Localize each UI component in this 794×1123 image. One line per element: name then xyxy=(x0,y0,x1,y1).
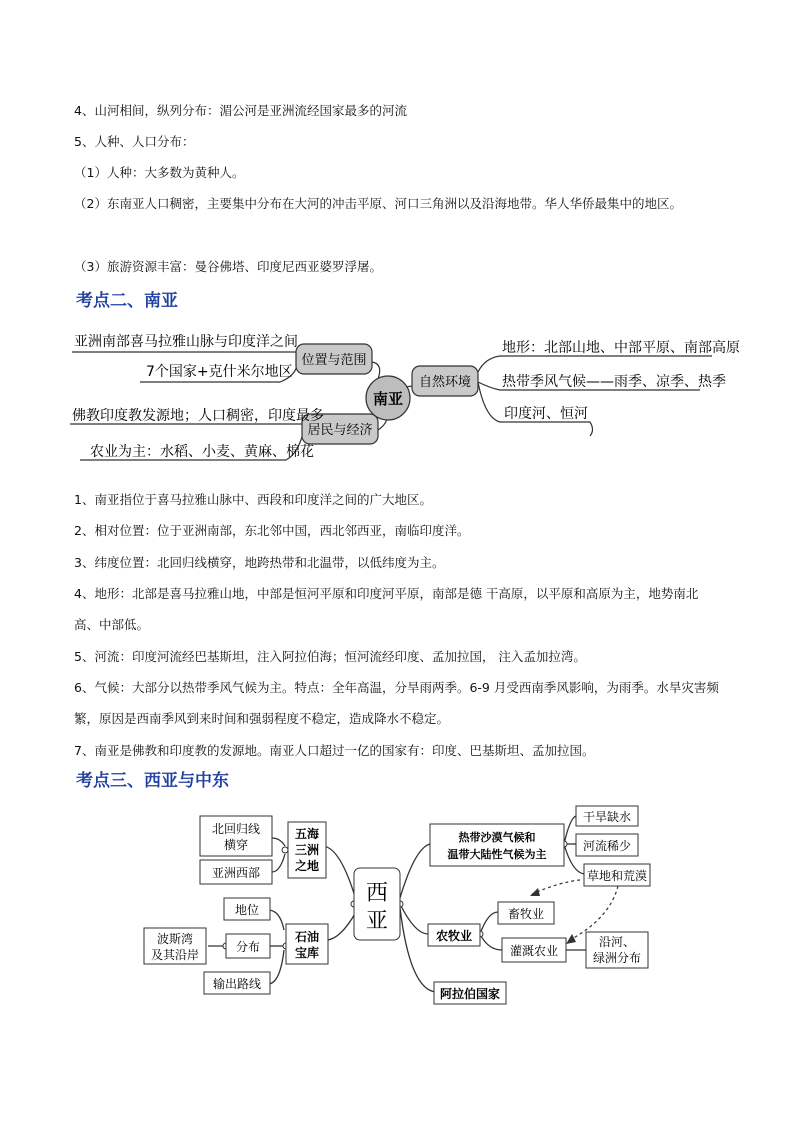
map-item: 河流稀少 xyxy=(582,839,632,853)
map-item: 印度河、恒河 xyxy=(504,406,588,422)
map-item: 草地和荒漠 xyxy=(586,869,648,883)
node-wuhai: 五海 xyxy=(294,827,320,841)
node-wuhai: 三洲 xyxy=(294,843,320,857)
map-item: 7个国家+克什米尔地区 xyxy=(146,364,293,380)
map-item: 畜牧业 xyxy=(507,907,545,921)
text-line: 5、河流：印度河流经巴基斯坦，注入阿拉伯海；恒河流经印度、孟加拉国， 注入孟加拉湾。 xyxy=(74,649,586,664)
text-paragraph: 6、气候：大部分以热带季风气候为主。特点：全年高温，分旱雨两季。6-9 月受西南季风影响，为雨季。水旱灾害频繁，原因是西南季风到来时间和强弱程度不稳定，造成降水不稳定。 xyxy=(74,680,719,726)
node-climate: 热带沙漠气候和 xyxy=(458,831,536,844)
node-center-west: 西 xyxy=(365,881,389,906)
node-center-asia: 亚 xyxy=(365,909,389,934)
map-item: 绿洲分布 xyxy=(592,951,642,965)
section-heading: 考点二、南亚 xyxy=(76,291,178,311)
text-line: （1）人种：大多数为黄种人。 xyxy=(74,165,245,180)
node-oil: 宝库 xyxy=(294,946,320,960)
map-item: 热带季风气候——雨季、凉季、热季 xyxy=(502,374,726,390)
map-item: 北回归线 xyxy=(211,822,261,836)
gulf-label: 及其沿岸 xyxy=(150,948,200,962)
map-item: 灌溉农业 xyxy=(509,944,559,958)
map-item: 干旱缺水 xyxy=(582,810,632,824)
text-line: 2、相对位置：位于亚洲南部，东北邻中国，西北邻西亚，南临印度洋。 xyxy=(74,523,470,538)
south-asia-mindmap xyxy=(60,318,740,478)
map-item: 地位 xyxy=(234,903,260,917)
node-residents-economy: 居民与经济 xyxy=(307,423,373,438)
node-center-south-asia: 南亚 xyxy=(372,390,404,408)
text-paragraph: （2）东南亚人口稠密，主要集中分布在大河的冲击平原、河口三角洲以及沿海地带。华人华侨最集中的地区。 xyxy=(74,196,682,211)
node-position-range: 位置与范围 xyxy=(301,353,367,368)
node-climate: 温带大陆性气候为主 xyxy=(447,848,547,861)
node-oil: 石油 xyxy=(294,930,320,944)
section-heading: 考点三、西亚与中东 xyxy=(76,771,229,791)
node-natural-environment: 自然环境 xyxy=(418,375,472,390)
text-line: 7、南亚是佛教和印度教的发源地。南亚人口超过一亿的国家有：印度、巴基斯坦、孟加拉国。 xyxy=(74,743,595,758)
text-line: 4、山河相间，纵列分布：湄公河是亚洲流经国家最多的河流 xyxy=(74,103,407,118)
node-agri: 农牧业 xyxy=(435,929,473,943)
node-wuhai: 之地 xyxy=(294,859,320,873)
node-arab: 阿拉伯国家 xyxy=(439,987,501,1001)
text-line: （3）旅游资源丰富：曼谷佛塔、印度尼西亚婆罗浮屠。 xyxy=(74,259,382,274)
map-item: 沿河、 xyxy=(598,935,636,949)
map-item: 输出路线 xyxy=(212,977,262,991)
map-item: 农业为主：水稻、小麦、黄麻、棉花 xyxy=(90,444,314,460)
map-item: 佛教印度教发源地；人口稠密，印度最多 xyxy=(72,408,324,424)
text-line: 3、纬度位置：北回归线横穿，地跨热带和北温带，以低纬度为主。 xyxy=(74,555,445,570)
map-item: 横穿 xyxy=(223,838,249,852)
map-item: 分布 xyxy=(235,940,261,954)
text-line: 5、人种、人口分布： xyxy=(74,134,195,149)
gulf-label: 波斯湾 xyxy=(156,932,194,946)
text-paragraph: 4、地形：北部是喜马拉雅山地，中部是恒河平原和印度河平原，南部是德 干高原，以平原和高原为主，地势南北高、中部低。 xyxy=(74,586,699,632)
map-item: 地形：北部山地、中部平原、南部高原 xyxy=(502,340,740,356)
west-asia-mindmap xyxy=(140,800,660,1010)
map-item: 亚洲西部 xyxy=(211,866,261,880)
text-line: 1、南亚指位于喜马拉雅山脉中、西段和印度洋之间的广大地区。 xyxy=(74,492,432,507)
map-item: 亚洲南部喜马拉雅山脉与印度洋之间 xyxy=(74,334,298,350)
